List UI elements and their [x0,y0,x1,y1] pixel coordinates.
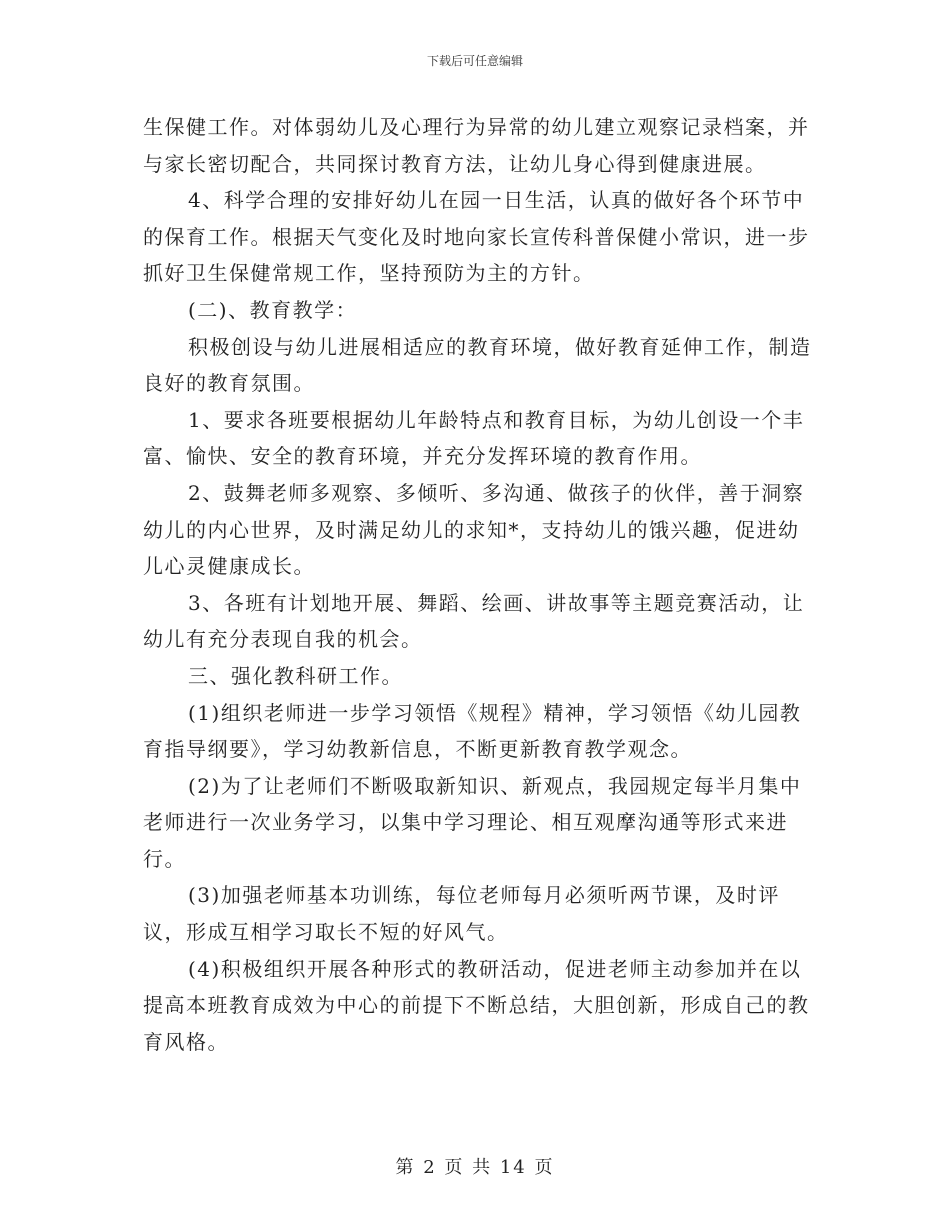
paragraph-item-1: 1、要求各班要根据幼儿年龄特点和教育目标，为幼儿创设一个丰富、愉快、安全的教育环境，并充分发挥环境的教育作用。 [143,407,805,469]
document-body [143,109,813,1060]
paragraph-item-4: 4、科学合理的安排好幼儿在园一日生活，认真的做好各个环节中的保育工作。根据天气变化及时地向家长宣传科普保健小常识，进一步抓好卫生保健常规工作，坚持预防为主的方针。 [143,188,810,286]
paragraph-research-3: (3)加强老师基本功训练，每位老师每月必须听两节课，及时评议，形成互相学习取长不短的好风气。 [143,883,780,945]
section-heading-teaching: (二)、教育教学： [188,297,358,322]
paragraph-intro: 积极创设与幼儿进展相适应的教育环境，做好教育延伸工作，制造良好的教育氛围。 [143,334,812,396]
page-number: 第 2 页 共 14 页 [395,1157,555,1178]
paragraph-research-1: (1)组织老师进一步学习领悟《规程》精神，学习领悟《幼儿园教育指导纲要》，学习幼教新信息，不断更新教育教学观念。 [143,700,802,762]
section-heading-research: 三、强化教科研工作。 [188,663,403,688]
paragraph-item-3: 3、各班有计划地开展、舞蹈、绘画、讲故事等主题竞赛活动，让幼儿有充分表现自我的机会。 [143,590,805,652]
paragraph-continuation: 生保健工作。对体弱幼儿及心理行为异常的幼儿建立观察记录档案，并与家长密切配合，共同探讨教育方法，让幼儿身心得到健康进展。 [143,115,810,176]
paragraph-research-2: (2)为了让老师们不断吸取新知识、新观点，我园规定每半月集中老师进行一次业务学习，以集中学习理论、相互观摩沟通等形式来进行。 [143,773,802,871]
paragraph-research-4: (4)积极组织开展各种形式的教研活动，促进老师主动参加并在以提高本班教育成效为中心的前提下不断总结，大胆创新，形成自己的教育风格。 [143,956,810,1054]
header-note: 下载后可任意编辑 [426,54,523,68]
paragraph-item-2: 2、鼓舞老师多观察、多倾听、多沟通、做孩子的伙伴，善于洞察幼儿的内心世界，及时满足幼儿的求知*，支持幼儿的饿兴趣，促进幼儿心灵健康成长。 [143,480,805,579]
